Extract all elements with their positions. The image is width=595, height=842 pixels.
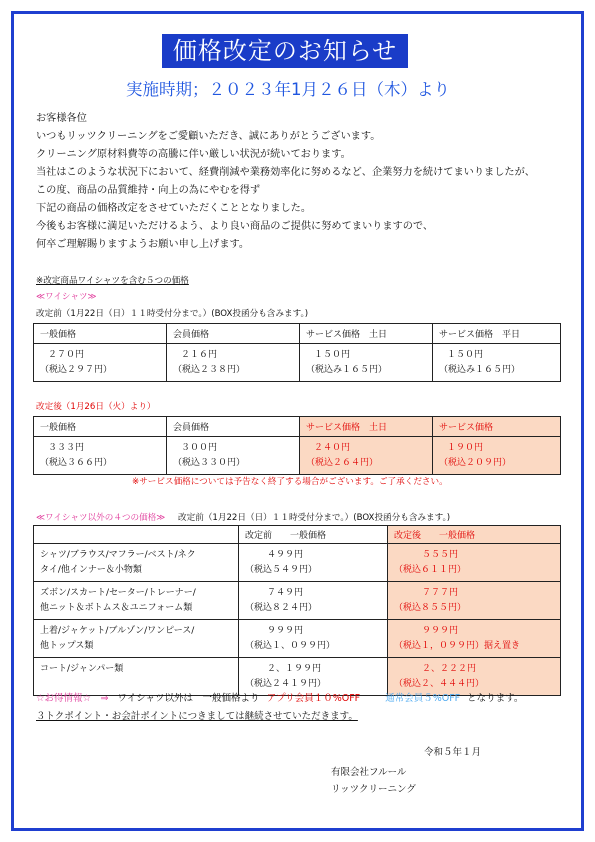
price-cell	[167, 344, 300, 382]
intro-line: この度、商品の品質維持・向上の為にやむを得ず	[36, 185, 261, 196]
tax-included: （税込２、４４４円）	[394, 678, 485, 689]
others-before-label: 改定前（1月22日（日）１１時受付分まで。）(BOX投函分も含みます。)	[178, 513, 451, 523]
deal-tail: となります。	[467, 693, 524, 704]
tax-included: （税込６１１円）	[394, 564, 467, 575]
table-header: サービス価格 土日	[300, 417, 433, 437]
tax-included: （税込み１６５円）	[306, 364, 388, 375]
table-row	[34, 544, 561, 582]
price: １９０円	[447, 442, 484, 453]
price: ５５５円	[422, 549, 459, 560]
page-title: 価格改定のお知らせ	[162, 34, 408, 68]
tax-included: （税込８５５円）	[394, 602, 467, 613]
table-row	[34, 582, 561, 620]
tax-included: （税込３３０円）	[173, 457, 246, 468]
price: ３３３円	[48, 442, 85, 453]
price-cell	[34, 437, 167, 475]
price: １５０円	[447, 349, 484, 360]
table-header: 改定前 一般価格	[239, 526, 388, 544]
item-name: シャツ/ブラウス/マフラー/ベスト/ネク	[40, 549, 196, 560]
price-cell	[433, 344, 561, 382]
table-row	[34, 620, 561, 658]
price: ９９９円	[267, 625, 304, 636]
after-label-text: 改定後（1月26日（火）より）	[36, 402, 156, 412]
shirt-heading: ≪ワイシャツ≫	[36, 292, 97, 302]
tax-included: （税込み１６５円）	[439, 364, 521, 375]
price-cell	[239, 582, 388, 620]
section-heading: ※改定商品ワイシャツを含む５つの価格	[36, 276, 189, 286]
intro-line: お客様各位	[36, 113, 87, 124]
item-name: タイ/他インナー＆小物類	[40, 564, 142, 575]
tax-included: （税込３６６円）	[40, 457, 113, 468]
table-header: 一般価格	[34, 324, 167, 344]
table-header: 会員価格	[167, 324, 300, 344]
deal-info	[36, 690, 523, 708]
table-header: 改定後 一般価格	[388, 526, 561, 544]
price: ２、１９９円	[267, 663, 322, 674]
tax-included: （税込１，０９９円）据え置き	[394, 640, 521, 651]
item-cell	[34, 544, 239, 582]
deal-normal-member: 通常会員５%OFF	[385, 693, 461, 704]
price-cell	[239, 544, 388, 582]
after-price-table	[33, 416, 561, 475]
intro-line: 当社はこのような状況下において、経費削減や業務効率化に努めるなど、企業努力を続けてまいりましたが、	[36, 167, 535, 178]
tax-included: （税込２４１９円）	[245, 678, 327, 689]
intro-text	[36, 110, 535, 254]
price: ２、２２２円	[422, 663, 477, 674]
price-cell	[300, 344, 433, 382]
intro-line: いつもリッツクリーニングをご愛顧いただき、誠にありがとうございます。	[36, 131, 381, 142]
deal-app-member: アプリ会員１０%OFF	[266, 693, 361, 704]
price-cell	[300, 437, 433, 475]
deal-text: ワイシャツ以外は 一般価格より	[117, 693, 260, 704]
effective-date: 実施時期；２０２３年1月２６日（木）より	[126, 80, 450, 99]
price-cell	[388, 582, 561, 620]
price-cell	[388, 544, 561, 582]
price: ２７０円	[48, 349, 85, 360]
table-header: サービス価格 平日	[433, 324, 561, 344]
price-cell	[34, 344, 167, 382]
item-cell	[34, 620, 239, 658]
price: ７４９円	[267, 587, 304, 598]
price: ３００円	[181, 442, 218, 453]
table-header: 一般価格	[34, 417, 167, 437]
intro-line: 何卒ご理解賜りますようお願い申し上げます。	[36, 239, 250, 250]
price: ２１６円	[181, 349, 218, 360]
item-name: コート/ジャンパー類	[40, 663, 124, 674]
tax-included: （税込１、０９９円）	[245, 640, 336, 651]
table-header: サービス価格 土日	[300, 324, 433, 344]
company-name: 有限会社フルール	[331, 767, 407, 778]
others-heading: ≪ワイシャツ以外の４つの価格≫	[36, 513, 166, 523]
price: １５０円	[314, 349, 351, 360]
tax-included: （税込２９７円）	[40, 364, 113, 375]
service-note: ※サービス価格については予告なく終了する場合がございます。ご了承ください。	[132, 477, 448, 487]
tax-included: （税込２６４円）	[306, 457, 379, 468]
price-cell	[388, 620, 561, 658]
price-cell	[167, 437, 300, 475]
deal-label: ☆お得情報☆ ⇒	[36, 693, 109, 704]
price-cell	[239, 620, 388, 658]
tax-included: （税込２０９円）	[439, 457, 512, 468]
after-label	[36, 398, 156, 416]
item-name: 上着/ジャケット/ブルゾン/ワンピース/	[40, 625, 195, 636]
table-header	[34, 526, 239, 544]
table-header: 会員価格	[167, 417, 300, 437]
item-name: 他ニット＆ボトムス＆ユニフォーム類	[40, 602, 193, 613]
shop-name: リッツクリーニング	[331, 784, 416, 795]
tax-included: （税込８２４円）	[245, 602, 318, 613]
issue-date: 令和５年１月	[424, 747, 482, 758]
others-price-table	[33, 525, 561, 696]
tax-included: （税込５４９円）	[245, 564, 318, 575]
before-label: 改定前（1月22日（日）１１時受付分まで。）(BOX投函分も含みます。)	[36, 309, 309, 319]
item-name: 他トップス類	[40, 640, 94, 651]
points-note: ３トクポイント・お会計ポイントにつきましては継続させていただきます。	[36, 711, 358, 722]
table-header: サービス価格	[433, 417, 561, 437]
intro-line: 今後もお客様に満足いただけるよう、より良い商品のご提供に努めてまいりますので、	[36, 221, 434, 232]
price-cell	[433, 437, 561, 475]
intro-line: 下記の商品の価格改定をさせていただくこととなりました。	[36, 203, 312, 214]
price: ２４０円	[314, 442, 351, 453]
price: ７７７円	[422, 587, 459, 598]
intro-line: クリーニング原材料費等の高騰に伴い厳しい状況が続いております。	[36, 149, 351, 160]
item-name: ズボン/スカート/セーター/トレーナー/	[40, 587, 196, 598]
tax-included: （税込２３８円）	[173, 364, 246, 375]
price: ４９９円	[267, 549, 304, 560]
item-cell	[34, 582, 239, 620]
before-price-table	[33, 323, 561, 382]
price: ９９９円	[422, 625, 459, 636]
